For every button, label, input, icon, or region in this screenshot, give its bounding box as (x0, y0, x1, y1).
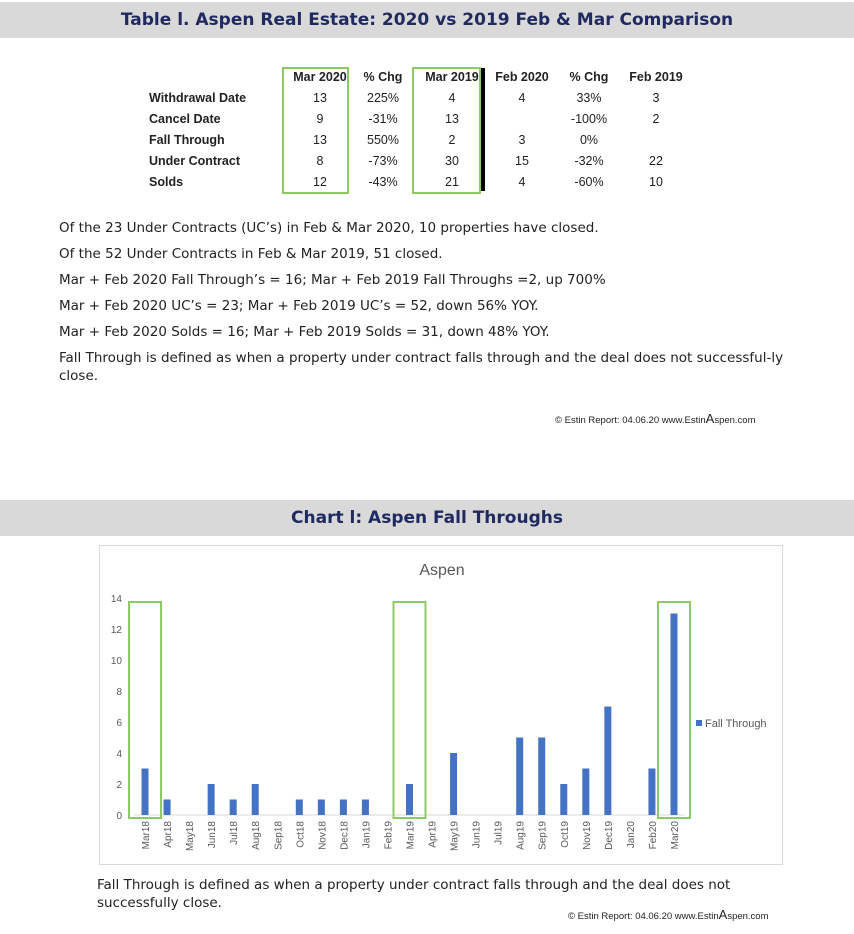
table-cell: 9 (316, 111, 324, 126)
x-tick-label: Sep19 (537, 821, 549, 850)
credit-suffix: spen.com (714, 415, 756, 426)
y-tick-label: 12 (110, 625, 122, 636)
table-row (143, 129, 689, 150)
bar (670, 614, 677, 816)
bar (142, 769, 149, 816)
y-tick-label: 8 (116, 687, 122, 698)
x-tick-label: Jun18 (207, 821, 219, 849)
row-label: Under Contract (149, 153, 240, 168)
bar (296, 800, 303, 816)
table-cell: 33% (576, 90, 602, 105)
paragraph: Mar + Feb 2020 UC’s = 23; Mar + Feb 2019 UC’s = 52, down 56% YOY. (59, 298, 539, 314)
bar (318, 800, 325, 816)
table-cell: 8 (316, 153, 324, 168)
x-tick-label: May19 (449, 821, 461, 852)
x-tick-label: Nov18 (317, 821, 329, 850)
table-cell: 2 (652, 111, 660, 126)
y-tick-label: 4 (116, 749, 122, 760)
table-cell: 4 (518, 90, 526, 105)
table-cell: 0% (579, 132, 599, 147)
paragraph: Of the 23 Under Contracts (UC’s) in Feb & Mar 2020, 10 properties have closed. (59, 220, 599, 236)
y-tick-label: 2 (116, 780, 122, 791)
table-cell: -60% (574, 174, 604, 189)
table-cell: 225% (367, 90, 399, 105)
chart-section-title: Chart l: Aspen Fall Throughs (0, 500, 854, 536)
paragraph: Fall Through is defined as when a property under contract falls through and the deal does not successful-ly close. (59, 350, 784, 384)
header-cell: Feb 2019 (629, 69, 683, 84)
header-cell: Mar 2020 (293, 69, 347, 84)
bar (406, 784, 413, 815)
x-tick-label: Mar18 (141, 821, 153, 850)
comparison-table (143, 66, 689, 192)
table-cell: 4 (448, 90, 456, 105)
table-cell: 4 (518, 174, 526, 189)
bar (164, 800, 171, 816)
legend-label: Fall Through (705, 718, 767, 730)
table-cell: 13 (445, 111, 459, 126)
table-cell: 30 (445, 153, 459, 168)
x-tick-label: Jan19 (361, 821, 373, 849)
table-cell: 550% (367, 132, 399, 147)
x-tick-label: Sep18 (273, 821, 285, 850)
x-tick-label: Jun19 (471, 821, 483, 849)
credit-suffix: spen.com (727, 911, 769, 922)
y-tick-label: 14 (110, 594, 122, 605)
credit-logo-letter: A (718, 907, 728, 922)
x-tick-label: Apr18 (163, 821, 175, 848)
table-cell: 12 (313, 174, 327, 189)
bar (538, 738, 545, 816)
x-tick-label: Jan20 (625, 821, 637, 849)
y-tick-label: 10 (110, 656, 122, 667)
table-cell: 22 (649, 153, 663, 168)
bar (230, 800, 237, 816)
table-cell (489, 108, 555, 129)
bar (604, 707, 611, 816)
bar (362, 800, 369, 816)
table-cell: -73% (368, 153, 398, 168)
x-tick-label: Dec19 (603, 821, 615, 850)
table-cell: -31% (368, 111, 398, 126)
x-tick-label: Mar19 (405, 821, 417, 850)
x-tick-label: Jul18 (229, 821, 241, 845)
table-cell: 15 (515, 153, 529, 168)
header-cell: % Chg (569, 69, 609, 84)
row-label: Solds (149, 174, 184, 189)
paragraph: Mar + Feb 2020 Solds = 16; Mar + Feb 2019 Solds = 31, down 48% YOY. (59, 324, 550, 340)
table-row (143, 87, 689, 108)
table-header-row (143, 66, 689, 87)
x-tick-label: Dec18 (339, 821, 351, 850)
row-label: Withdrawal Date (149, 90, 247, 105)
credit-line-bottom (568, 907, 769, 922)
table-cell: 13 (313, 132, 327, 147)
table-title: Table l. Aspen Real Estate: 2020 vs 2019 Feb & Mar Comparison (0, 2, 854, 38)
x-tick-label: Aug19 (515, 821, 527, 850)
header-cell (143, 66, 289, 87)
table-cell: 3 (652, 90, 660, 105)
bar (208, 784, 215, 815)
bar (252, 784, 259, 815)
table-cell: 3 (518, 132, 526, 147)
bar (340, 800, 347, 816)
table-row (143, 150, 689, 171)
table-cell: 21 (445, 174, 459, 189)
bar (516, 738, 523, 816)
legend-swatch (696, 720, 702, 726)
table-row (143, 171, 689, 192)
x-tick-label: Mar20 (669, 821, 681, 850)
bar (648, 769, 655, 816)
x-tick-label: Aug18 (251, 821, 263, 850)
x-tick-label: Feb20 (647, 821, 659, 850)
x-tick-label: May18 (185, 821, 197, 852)
y-tick-label: 0 (116, 811, 122, 822)
y-tick-label: 6 (116, 718, 122, 729)
chart-container (99, 545, 783, 865)
table-cell: 2 (448, 132, 456, 147)
bar-chart (100, 546, 784, 866)
bar (582, 769, 589, 816)
x-tick-label: Jul19 (493, 821, 505, 845)
credit-line (555, 411, 756, 426)
header-cell: Mar 2019 (425, 69, 479, 84)
table-cell: 10 (649, 174, 663, 189)
header-cell: Feb 2020 (495, 69, 549, 84)
table-cell: -100% (570, 111, 608, 126)
paragraph: Of the 52 Under Contracts in Feb & Mar 2019, 51 closed. (59, 246, 443, 262)
chart-title: Aspen (419, 562, 465, 579)
x-tick-label: Nov19 (581, 821, 593, 850)
paragraph: Mar + Feb 2020 Fall Through’s = 16; Mar + Feb 2019 Fall Throughs =2, up 700% (59, 272, 606, 288)
credit-prefix: © Estin Report: 04.06.20 www.Estin (555, 415, 706, 426)
table-cell: 13 (313, 90, 327, 105)
table-row (143, 108, 689, 129)
credit-prefix: © Estin Report: 04.06.20 www.Estin (568, 911, 719, 922)
x-tick-label: Oct18 (295, 821, 307, 848)
bar (560, 784, 567, 815)
chart-caption: Fall Through is defined as when a property under contract falls through and the deal does not successfully close. (97, 877, 731, 911)
table-cell: -32% (574, 153, 604, 168)
header-cell: % Chg (363, 69, 403, 84)
row-label: Cancel Date (149, 111, 221, 126)
credit-logo-letter: A (705, 411, 715, 426)
table-cell: -43% (368, 174, 398, 189)
table-cell (623, 129, 689, 150)
x-tick-label: Oct19 (559, 821, 571, 848)
bar (450, 753, 457, 815)
x-tick-label: Feb19 (383, 821, 395, 850)
row-label: Fall Through (149, 132, 225, 147)
x-tick-label: Apr19 (427, 821, 439, 848)
